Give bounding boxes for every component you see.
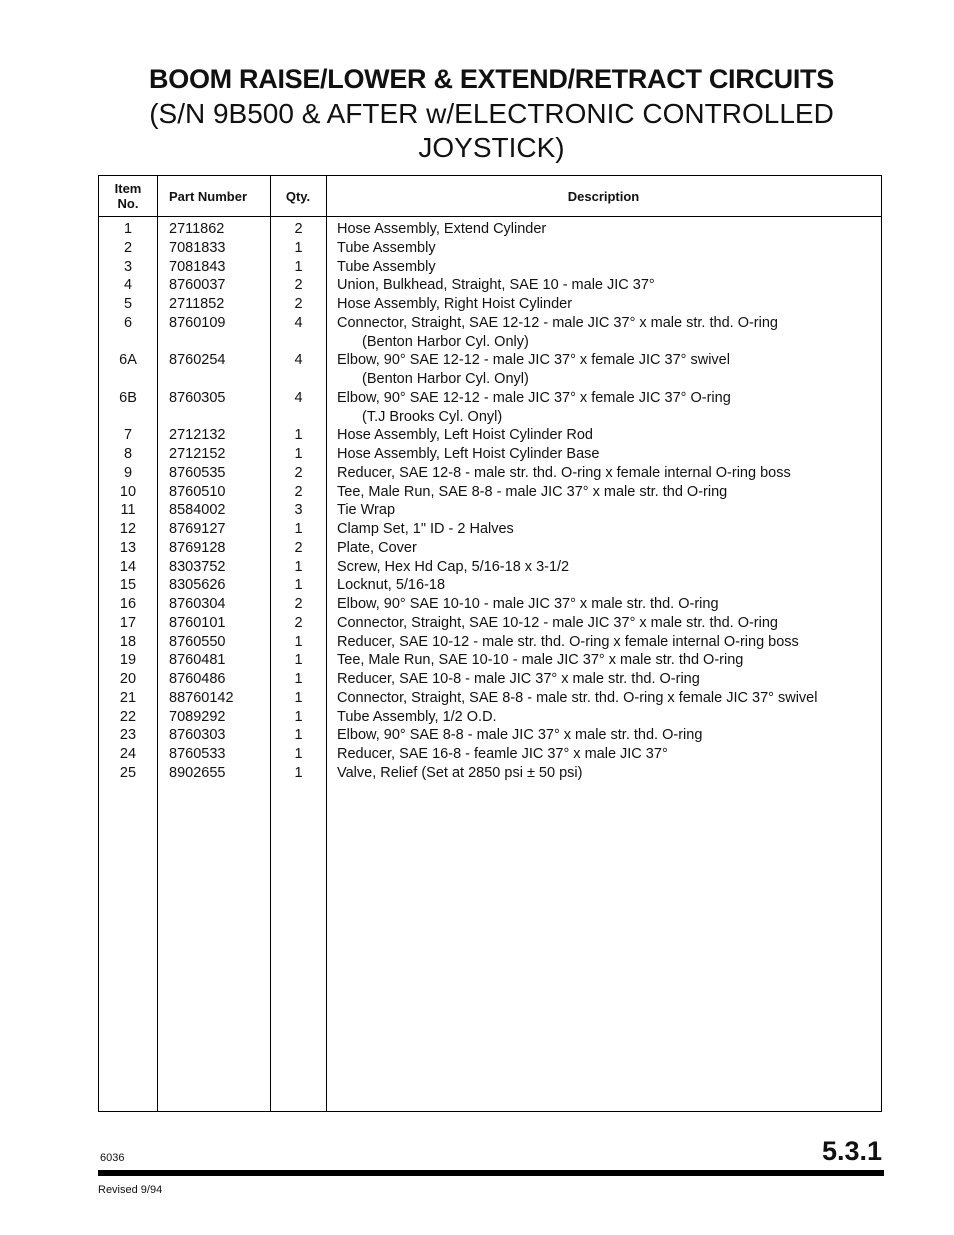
description-cell: Plate, Cover — [337, 539, 417, 556]
footer-rule — [98, 1170, 884, 1176]
part-number-cell: 7089292 — [169, 708, 226, 725]
item-number-cell: 1 — [123, 221, 133, 237]
quantity-cell: 1 — [294, 764, 303, 781]
document-code: 6036 — [100, 1152, 125, 1164]
quantity-cell: 1 — [294, 671, 303, 687]
item-number-cell: 25 — [119, 764, 137, 781]
quantity-cell: 1 — [294, 652, 303, 669]
item-number-cell: 24 — [119, 746, 137, 762]
page-title: BOOM RAISE/LOWER & EXTEND/RETRACT CIRCUITS — [149, 64, 834, 94]
quantity-cell: 2 — [294, 221, 303, 237]
table-row — [99, 539, 881, 558]
table-row — [99, 764, 881, 783]
item-number-cell: 12 — [119, 521, 137, 537]
table-row — [99, 576, 881, 595]
description-cell: Reducer, SAE 12-8 - male str. thd. O-ring x female internal O-ring boss — [337, 464, 791, 481]
part-number-cell: 8902655 — [169, 764, 226, 781]
item-number-cell: 4 — [123, 277, 133, 294]
page-subtitle-line1: (S/N 9B500 & AFTER w/ELECTRONIC CONTROLLED — [149, 98, 834, 129]
part-number-cell: 2711862 — [169, 221, 225, 237]
part-number-cell: 8760304 — [169, 596, 226, 612]
item-number-cell: 16 — [119, 596, 137, 612]
description-cell: Hose Assembly, Left Hoist Cylinder Rod — [337, 427, 594, 444]
item-number-cell: 10 — [119, 483, 137, 500]
description-note-cell: (Benton Harbor Cyl. Onyl) — [362, 371, 529, 387]
description-note-cell: (T.J Brooks Cyl. Onyl) — [362, 408, 503, 425]
item-number-cell: 7 — [123, 427, 133, 444]
item-number-cell: 9 — [123, 464, 133, 481]
item-number-cell: 13 — [119, 539, 137, 556]
header-item-label: Item — [114, 181, 142, 196]
part-number-cell: 8760533 — [169, 746, 226, 762]
quantity-cell: 1 — [294, 427, 303, 444]
quantity-cell: 2 — [294, 464, 303, 481]
part-number-cell: 8303752 — [169, 558, 226, 575]
description-cell: Clamp Set, 1" ID - 2 Halves — [337, 521, 514, 537]
table-row — [99, 445, 881, 464]
item-number-cell: 3 — [123, 258, 133, 275]
table-row — [99, 258, 881, 277]
quantity-cell: 1 — [294, 558, 303, 575]
part-number-cell: 8760550 — [169, 633, 226, 650]
quantity-cell: 2 — [294, 539, 303, 556]
table-row — [99, 745, 881, 764]
description-cell: Connector, Straight, SAE 12-12 - male JIC 37° x male str. thd. O-ring — [337, 314, 778, 331]
item-number-cell: 17 — [119, 614, 137, 631]
quantity-cell: 1 — [294, 727, 303, 744]
table-row — [99, 558, 881, 577]
item-number-cell: 6B — [119, 389, 137, 406]
quantity-cell: 4 — [294, 389, 303, 406]
item-number-cell: 19 — [119, 652, 137, 669]
description-cell: Connector, Straight, SAE 8-8 - male str. thd. O-ring x female JIC 37° swivel — [337, 689, 818, 706]
table-row — [99, 295, 881, 314]
description-cell: Elbow, 90° SAE 8-8 - male JIC 37° x male str. thd. O-ring — [337, 727, 703, 744]
part-number-cell: 2712132 — [169, 427, 226, 444]
item-number-cell: 11 — [120, 502, 136, 519]
description-cell: Tube Assembly — [337, 239, 436, 256]
table-row — [99, 708, 881, 727]
description-cell: Connector, Straight, SAE 10-12 - male JIC 37° x male str. thd. O-ring — [337, 614, 778, 631]
part-number-cell: 8760535 — [169, 464, 226, 481]
table-row — [99, 314, 881, 352]
part-number-cell: 7081843 — [169, 258, 226, 275]
header-qty: Qty. — [285, 188, 311, 204]
description-cell: Reducer, SAE 16-8 - feamle JIC 37° x male JIC 37° — [337, 746, 668, 762]
part-number-cell: 8760037 — [169, 277, 226, 294]
part-number-cell: 8769127 — [169, 521, 226, 537]
parts-table — [98, 175, 882, 1112]
quantity-cell: 1 — [294, 746, 303, 762]
table-row — [99, 726, 881, 745]
header-divider — [99, 216, 881, 217]
description-cell: Hose Assembly, Right Hoist Cylinder — [337, 296, 573, 312]
page-subtitle-line2: JOYSTICK) — [418, 132, 565, 163]
description-cell: Reducer, SAE 10-8 - male JIC 37° x male str. thd. O-ring — [337, 671, 700, 687]
item-number-cell: 22 — [119, 708, 137, 725]
quantity-cell: 1 — [294, 708, 303, 725]
revision-date: Revised 9/94 — [98, 1184, 163, 1196]
item-number-cell: 6A — [119, 352, 137, 369]
description-cell: Tube Assembly, 1/2 O.D. — [337, 708, 497, 725]
description-cell: Elbow, 90° SAE 10-10 - male JIC 37° x male str. thd. O-ring — [337, 596, 719, 612]
item-number-cell: 15 — [119, 577, 137, 594]
table-row — [99, 595, 881, 614]
part-number-cell: 8760486 — [169, 671, 226, 687]
quantity-cell: 3 — [294, 502, 303, 519]
header-part-number: Part Number — [169, 188, 248, 204]
description-cell: Screw, Hex Hd Cap, 5/16-18 x 3-1/2 — [337, 558, 570, 575]
table-row — [99, 633, 881, 652]
part-number-cell: 8760101 — [169, 614, 226, 631]
table-row — [99, 464, 881, 483]
quantity-cell: 4 — [294, 352, 303, 369]
part-number-cell: 7081833 — [169, 239, 226, 256]
description-cell: Tie Wrap — [337, 502, 396, 519]
header-item-no — [99, 176, 157, 216]
item-number-cell: 6 — [123, 314, 133, 331]
table-row — [99, 239, 881, 258]
part-number-cell: 2711852 — [169, 296, 225, 312]
table-row — [99, 389, 881, 427]
description-cell: Hose Assembly, Extend Cylinder — [337, 221, 547, 237]
part-number-cell: 8760254 — [169, 352, 226, 369]
table-row — [99, 670, 881, 689]
item-number-cell: 21 — [119, 689, 137, 706]
description-cell: Hose Assembly, Left Hoist Cylinder Base — [337, 446, 600, 462]
quantity-cell: 2 — [294, 614, 303, 631]
quantity-cell: 1 — [294, 258, 303, 275]
part-number-cell: 2712152 — [169, 446, 226, 462]
part-number-cell: 8760109 — [169, 314, 226, 331]
page-number: 5.3.1 — [821, 1136, 882, 1166]
quantity-cell: 2 — [294, 483, 303, 500]
quantity-cell: 2 — [294, 596, 303, 612]
description-cell: Valve, Relief (Set at 2850 psi ± 50 psi) — [337, 764, 583, 781]
description-cell: Tee, Male Run, SAE 10-10 - male JIC 37° x male str. thd O-ring — [337, 652, 744, 669]
header-no-label: No. — [117, 196, 139, 211]
item-number-cell: 23 — [119, 727, 137, 744]
table-row — [99, 501, 881, 520]
table-row — [99, 651, 881, 670]
description-cell: Union, Bulkhead, Straight, SAE 10 - male JIC 37° — [337, 277, 655, 294]
description-note-cell: (Benton Harbor Cyl. Only) — [362, 333, 529, 350]
item-number-cell: 14 — [119, 558, 137, 575]
quantity-cell: 2 — [294, 277, 303, 294]
part-number-cell: 8760510 — [169, 483, 226, 500]
quantity-cell: 1 — [294, 689, 303, 706]
description-cell: Reducer, SAE 10-12 - male str. thd. O-ring x female internal O-ring boss — [337, 633, 799, 650]
table-row — [99, 276, 881, 295]
quantity-cell: 4 — [294, 314, 303, 331]
item-number-cell: 20 — [119, 671, 137, 687]
quantity-cell: 2 — [294, 296, 303, 312]
table-row — [99, 614, 881, 633]
description-cell: Tube Assembly — [337, 258, 436, 275]
description-cell: Elbow, 90° SAE 12-12 - male JIC 37° x female JIC 37° O-ring — [337, 389, 731, 406]
description-cell: Elbow, 90° SAE 12-12 - male JIC 37° x female JIC 37° swivel — [337, 352, 730, 369]
header-description: Description — [567, 188, 640, 204]
item-number-cell: 8 — [123, 446, 133, 462]
table-body — [99, 220, 881, 783]
quantity-cell: 1 — [294, 521, 303, 537]
item-number-cell: 2 — [123, 239, 133, 256]
table-row — [99, 520, 881, 539]
table-row — [99, 689, 881, 708]
table-row — [99, 426, 881, 445]
quantity-cell: 1 — [294, 633, 303, 650]
quantity-cell: 1 — [294, 446, 303, 462]
item-number-cell: 18 — [119, 633, 137, 650]
part-number-cell: 8305626 — [169, 577, 226, 594]
part-number-cell: 8584002 — [169, 502, 226, 519]
quantity-cell: 1 — [294, 577, 303, 594]
table-row — [99, 351, 881, 389]
part-number-cell: 8760305 — [169, 389, 226, 406]
description-cell: Tee, Male Run, SAE 8-8 - male JIC 37° x male str. thd O-ring — [337, 483, 728, 500]
quantity-cell: 1 — [294, 239, 303, 256]
table-row — [99, 220, 881, 239]
part-number-cell: 8760481 — [169, 652, 226, 669]
part-number-cell: 8760303 — [169, 727, 226, 744]
description-cell: Locknut, 5/16-18 — [337, 577, 446, 594]
item-number-cell: 5 — [123, 296, 133, 312]
part-number-cell: 88760142 — [169, 689, 234, 706]
part-number-cell: 8769128 — [169, 539, 226, 556]
table-row — [99, 483, 881, 502]
